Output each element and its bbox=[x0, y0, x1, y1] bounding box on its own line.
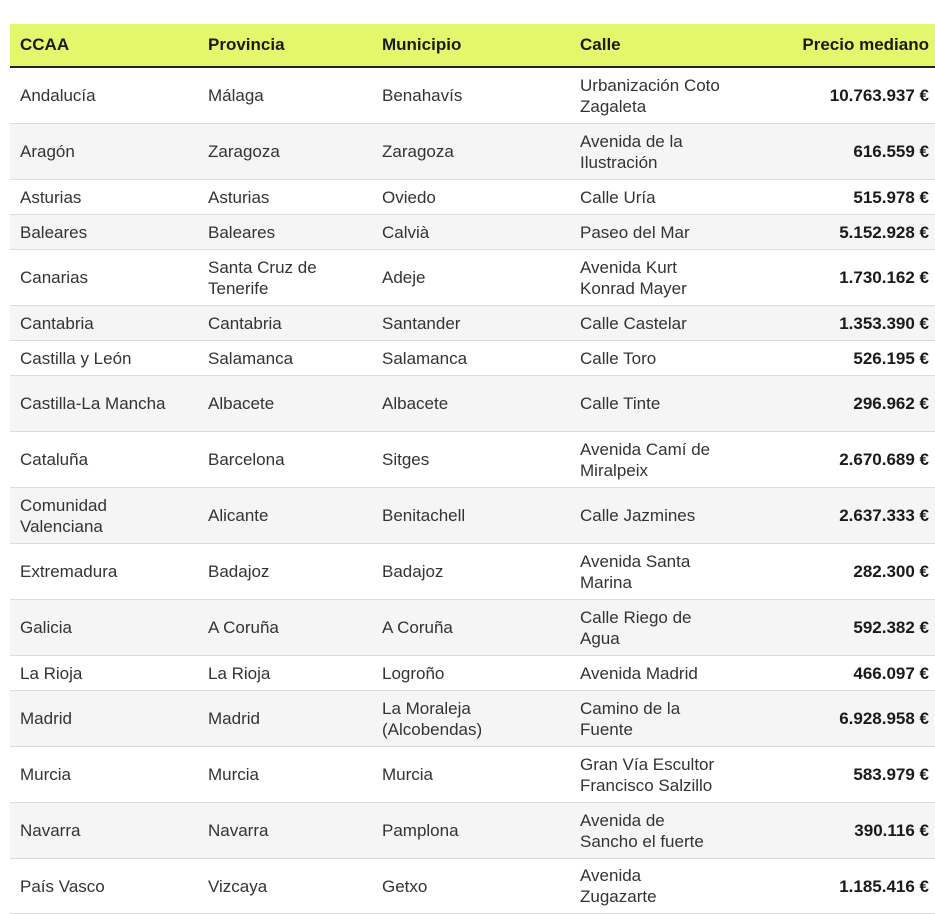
cell-provincia: Cantabria bbox=[198, 306, 372, 341]
table-row bbox=[10, 691, 935, 747]
table-row bbox=[10, 376, 935, 432]
cell-municipio: A Coruña bbox=[372, 600, 570, 656]
cell-precio: 592.382 € bbox=[730, 600, 935, 656]
cell-calle: Calle Toro bbox=[570, 341, 730, 376]
cell-calle: Calle Uría bbox=[570, 180, 730, 215]
cell-provincia: Zaragoza bbox=[198, 124, 372, 180]
table-row bbox=[10, 306, 935, 341]
price-table bbox=[10, 24, 935, 914]
table-row bbox=[10, 250, 935, 306]
cell-municipio: Salamanca bbox=[372, 341, 570, 376]
cell-calle: Avenida Zugazarte bbox=[570, 859, 730, 914]
cell-precio: 1.185.416 € bbox=[730, 859, 935, 914]
cell-precio: 515.978 € bbox=[730, 180, 935, 215]
cell-ccaa: Castilla-La Mancha bbox=[10, 376, 198, 432]
cell-provincia: Madrid bbox=[198, 691, 372, 747]
cell-provincia: A Coruña bbox=[198, 600, 372, 656]
cell-municipio: Zaragoza bbox=[372, 124, 570, 180]
cell-precio: 466.097 € bbox=[730, 656, 935, 691]
cell-precio: 296.962 € bbox=[730, 376, 935, 432]
cell-provincia: La Rioja bbox=[198, 656, 372, 691]
cell-calle: Avenida Santa Marina bbox=[570, 544, 730, 600]
cell-calle: Paseo del Mar bbox=[570, 215, 730, 250]
cell-provincia: Asturias bbox=[198, 180, 372, 215]
column-header-calle[interactable]: Calle bbox=[570, 24, 730, 67]
cell-ccaa: País Vasco bbox=[10, 859, 198, 914]
column-header-municipio[interactable]: Municipio bbox=[372, 24, 570, 67]
cell-municipio: Calvià bbox=[372, 215, 570, 250]
cell-precio: 1.353.390 € bbox=[730, 306, 935, 341]
table-row bbox=[10, 600, 935, 656]
cell-ccaa: Cantabria bbox=[10, 306, 198, 341]
cell-provincia: Murcia bbox=[198, 747, 372, 803]
cell-municipio: Pamplona bbox=[372, 803, 570, 859]
cell-ccaa: La Rioja bbox=[10, 656, 198, 691]
cell-municipio: Adeje bbox=[372, 250, 570, 306]
cell-provincia: Badajoz bbox=[198, 544, 372, 600]
cell-precio: 526.195 € bbox=[730, 341, 935, 376]
cell-precio: 5.152.928 € bbox=[730, 215, 935, 250]
cell-ccaa: Castilla y León bbox=[10, 341, 198, 376]
cell-calle: Urbanización Coto Zagaleta bbox=[570, 67, 730, 124]
table-header bbox=[10, 24, 935, 67]
column-header-provincia[interactable]: Provincia bbox=[198, 24, 372, 67]
cell-provincia: Navarra bbox=[198, 803, 372, 859]
cell-provincia: Albacete bbox=[198, 376, 372, 432]
cell-ccaa: Madrid bbox=[10, 691, 198, 747]
cell-ccaa: Navarra bbox=[10, 803, 198, 859]
cell-ccaa: Andalucía bbox=[10, 67, 198, 124]
cell-municipio: Benitachell bbox=[372, 488, 570, 544]
table-row bbox=[10, 67, 935, 124]
cell-municipio: Oviedo bbox=[372, 180, 570, 215]
table-row bbox=[10, 215, 935, 250]
table-row bbox=[10, 859, 935, 914]
cell-municipio: Murcia bbox=[372, 747, 570, 803]
table-row bbox=[10, 180, 935, 215]
table-row bbox=[10, 656, 935, 691]
price-table-container bbox=[10, 24, 935, 914]
cell-provincia: Alicante bbox=[198, 488, 372, 544]
cell-ccaa: Asturias bbox=[10, 180, 198, 215]
cell-calle: Calle Riego de Agua bbox=[570, 600, 730, 656]
table-row bbox=[10, 432, 935, 488]
cell-precio: 282.300 € bbox=[730, 544, 935, 600]
cell-municipio: Benahavís bbox=[372, 67, 570, 124]
cell-provincia: Barcelona bbox=[198, 432, 372, 488]
cell-ccaa: Aragón bbox=[10, 124, 198, 180]
table-row bbox=[10, 124, 935, 180]
cell-ccaa: Canarias bbox=[10, 250, 198, 306]
cell-precio: 1.730.162 € bbox=[730, 250, 935, 306]
cell-municipio: Sitges bbox=[372, 432, 570, 488]
table-row bbox=[10, 747, 935, 803]
header-row bbox=[10, 24, 935, 67]
table-row bbox=[10, 341, 935, 376]
cell-municipio: La Moraleja (Alcobendas) bbox=[372, 691, 570, 747]
cell-municipio: Santander bbox=[372, 306, 570, 341]
cell-calle: Avenida Madrid bbox=[570, 656, 730, 691]
cell-provincia: Santa Cruz de Tenerife bbox=[198, 250, 372, 306]
cell-calle: Calle Jazmines bbox=[570, 488, 730, 544]
cell-calle: Avenida Kurt Konrad Mayer bbox=[570, 250, 730, 306]
cell-provincia: Málaga bbox=[198, 67, 372, 124]
column-header-ccaa[interactable]: CCAA bbox=[10, 24, 198, 67]
cell-precio: 10.763.937 € bbox=[730, 67, 935, 124]
table-row bbox=[10, 488, 935, 544]
cell-municipio: Logroño bbox=[372, 656, 570, 691]
cell-precio: 616.559 € bbox=[730, 124, 935, 180]
cell-ccaa: Comunidad Valenciana bbox=[10, 488, 198, 544]
cell-ccaa: Galicia bbox=[10, 600, 198, 656]
cell-calle: Gran Vía Escultor Francisco Salzillo bbox=[570, 747, 730, 803]
cell-ccaa: Extremadura bbox=[10, 544, 198, 600]
cell-precio: 2.670.689 € bbox=[730, 432, 935, 488]
table-row bbox=[10, 544, 935, 600]
table-body bbox=[10, 67, 935, 914]
column-header-precio[interactable]: Precio mediano bbox=[730, 24, 935, 67]
cell-provincia: Salamanca bbox=[198, 341, 372, 376]
cell-provincia: Baleares bbox=[198, 215, 372, 250]
cell-municipio: Getxo bbox=[372, 859, 570, 914]
cell-calle: Camino de la Fuente bbox=[570, 691, 730, 747]
cell-calle: Avenida de la Ilustración bbox=[570, 124, 730, 180]
table-row bbox=[10, 803, 935, 859]
cell-ccaa: Baleares bbox=[10, 215, 198, 250]
cell-municipio: Albacete bbox=[372, 376, 570, 432]
cell-calle: Calle Castelar bbox=[570, 306, 730, 341]
cell-municipio: Badajoz bbox=[372, 544, 570, 600]
cell-precio: 390.116 € bbox=[730, 803, 935, 859]
cell-calle: Avenida Camí de Miralpeix bbox=[570, 432, 730, 488]
cell-ccaa: Cataluña bbox=[10, 432, 198, 488]
cell-calle: Calle Tinte bbox=[570, 376, 730, 432]
cell-precio: 6.928.958 € bbox=[730, 691, 935, 747]
cell-provincia: Vizcaya bbox=[198, 859, 372, 914]
cell-ccaa: Murcia bbox=[10, 747, 198, 803]
cell-precio: 583.979 € bbox=[730, 747, 935, 803]
cell-calle: Avenida de Sancho el fuerte bbox=[570, 803, 730, 859]
cell-precio: 2.637.333 € bbox=[730, 488, 935, 544]
